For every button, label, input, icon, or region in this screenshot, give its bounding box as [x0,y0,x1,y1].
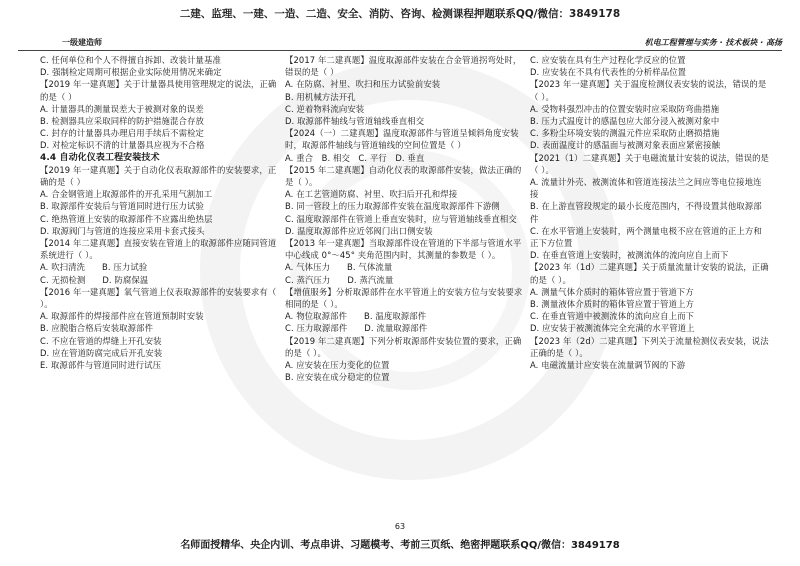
option-line: D. 应在管道防腐完成后开孔安装 [40,347,163,358]
option-line: C. 绝热管道上安装的取源部件不应露出绝热层 [40,213,213,224]
option-line: A. 取源部件的焊接部件应在管道预制时安装 [40,311,204,322]
option-line: D. 表面温度计的感温面与被测对象表面应紧密接触 [530,140,721,151]
question-stem: 【2024（一）二建真题】温度取源部件与管道呈倾斜角度安装时，取源部件轴线与管道轴线的空间位置是（ ） [285,128,519,151]
option-line: D. 取源阀门与管道的连接应采用卡套式接头 [40,225,205,236]
option-line: A. 吹扫清洗 B. 压力试验 [40,262,148,273]
question-stem: 【2019 年二建真题】下列分析取源部件安装位置的要求，正确的是（ ）。 [285,335,522,358]
column-left [40,54,280,516]
option-line: C. 在水平管道上安装时，两个测量电极不应在管道的正上方和正下方位置 [530,225,762,249]
option-line: C. 在垂直管道中被测流体的流向应自上而下 [530,311,695,322]
option-line: A. 合金钢管道上取源部件的开孔采用气割加工 [40,189,213,200]
question-stem: 【2019 年一建真题】关于自动化仪表取源部件的安装要求，正确的是（ ） [40,164,277,188]
option-line: C. 应安装在具有生产过程化学反应的位置 [530,55,686,65]
option-line: C. 压力取源部件 D. 流量取源部件 [285,323,428,334]
question-stem: 【2017 年二建真题】温度取源部件安装在合金管道拐弯处时，错误的是（ ） [285,55,522,78]
page-number: 63 [394,522,406,531]
option-line: D. 取源部件轴线与管道轴线垂直相交 [285,116,425,127]
question-stem: 【2023 年一建真题】关于温度检测仪表安装的说法，错误的是（ ）。 [530,79,767,102]
option-line: A. 在防腐、衬里、吹扫和压力试验前安装 [285,79,441,90]
option-line: B. 用机械方法开孔 [285,91,356,102]
option-line: B. 在上游直管段规定的最小长度范围内，不得设置其他取源部件 [530,201,762,224]
option-line: A. 计量器具的测量误差大于被测对象的误差 [40,103,204,114]
option-line: D. 应安装于被测流体完全充满的水平管道上 [530,323,695,334]
option-line: E. 取源部件与管道同时进行试压 [40,360,162,371]
text-line: C. 任何单位和个人不得擅自拆卸、改装计量基准 [40,55,221,65]
option-line: B. 应脱脂合格后安装取源部件 [40,323,154,334]
option-line: B. 取源部件安装后与管道同时进行压力试验 [40,201,204,212]
option-line: B. 压力式温度计的感温包应大部分浸入被测对象中 [530,116,720,127]
question-stem: 【2019 年一建真题】关于计量器具使用管理规定的说法，正确的是（ ） [40,79,277,102]
footer-advert: 名师面授精华、央企内训、考点串讲、习题模考、考前三页纸、绝密押题联系QQ/微信：3849178 [180,540,620,551]
page-header [18,36,782,51]
question-stem: 【2023 年（1d）二建真题】关于质量流量计安装的说法，正确的是（ ）。 [530,262,769,285]
option-line: B. 应安装在成分稳定的位置 [285,372,390,383]
option-line: D. 应安装在不具有代表性的分析样品位置 [530,67,687,78]
option-line: C. 逆着物料流向安装 [285,103,365,114]
option-line: C. 蒸汽压力 D. 蒸汽流量 [285,274,394,285]
option-line: B. 同一管段上的压力取源部件安装在温度取源部件下游侧 [285,201,500,212]
option-line: C. 封存的计量器具办理启用手续后不需检定 [40,128,205,139]
option-line: B. 检测器具应采取同样的防护措施混合存放 [40,116,204,127]
question-stem: 【2016 年一建真题】氧气管道上仪表取源部件的安装要求有（ ）。 [40,286,277,310]
option-line: A. 流量计外壳、被测流体和管道连接法兰之间应等电位接地连接 [530,177,762,200]
option-line: D. 在垂直管道上安装时，被测流体的流向应自上而下 [530,250,729,261]
option-line: A. 受物料强烈冲击的位置安装时应采取防弯曲措施 [530,103,720,114]
question-stem: 【2023 年（2d）二建真题】下列关于流量检测仪表安装，说法正确的是（ ）。 [530,335,769,358]
option-line: A. 气体压力 B. 气体流量 [285,262,393,273]
option-line: A. 物位取源部件 B. 温度取源部件 [285,311,427,322]
text-line: D. 强制检定周期可根据企业实际使用情况来确定 [40,67,222,78]
option-line: A. 应安装在压力变化的位置 [285,360,390,371]
option-line: B. 测量液体介质时的箱体管应置于管道上方 [530,299,694,310]
header-right: 机电工程管理与实务 · 技术板块 · 高扬 [644,38,782,47]
question-stem: 【2014 年二建真题】直接安装在管道上的取源部件应随同管道系统进行（ ）。 [40,238,277,261]
question-stem: 【增值服务】分析取源部件在水平管道上的安装方位与安装要求相同的是（ ）。 [285,286,523,310]
option-line: D. 温度取源部件应近邻阀门出口侧安装 [285,225,433,236]
option-line: C. 无损检测 D. 防腐保温 [40,274,149,285]
question-stem: 【2015 年二建真题】自动化仪表的取源部件安装，做法正确的是（ ）。 [285,164,522,188]
column-middle [285,54,525,516]
section-heading: 4.4 自动化仪表工程安装技术 [40,152,160,163]
column-right [530,54,770,516]
question-stem: 【2013 年一建真题】当取源部件设在管道的下半部与管道水平中心线成 0°～45° 夹角范围内时，其测量的参数是（ ）。 [285,238,522,261]
top-advert: 二建、监理、一建、一造、二造、安全、消防、咨询、检测课程押题联系QQ/微信：3849178 [179,8,621,20]
option-line: C. 温度取源部件在管道上垂直安装时，应与管道轴线垂直相交 [285,213,517,224]
option-line: A. 电磁流量计应安装在流量调节阀的下游 [530,360,686,371]
option-line: D. 对检定标识不清的计量器具应视为不合格 [40,140,205,151]
option-line: C. 多粉尘环境安装的测温元件应采取防止磨损措施 [530,128,720,139]
option-line: A. 重合 B. 相交 C. 平行 D. 垂直 [285,152,425,163]
header-left: 一级建造师 [62,38,102,47]
option-line: A. 在工艺管道防腐、衬里、吹扫后开孔和焊接 [285,189,458,200]
question-stem: 【2021（1）二建真题】关于电磁流量计安装的说法，错误的是（ ）。 [530,152,770,175]
option-line: A. 测量气体介质时的箱体管应置于管道下方 [530,286,694,297]
option-line: C. 不应在管道的焊缝上开孔安装 [40,335,162,346]
